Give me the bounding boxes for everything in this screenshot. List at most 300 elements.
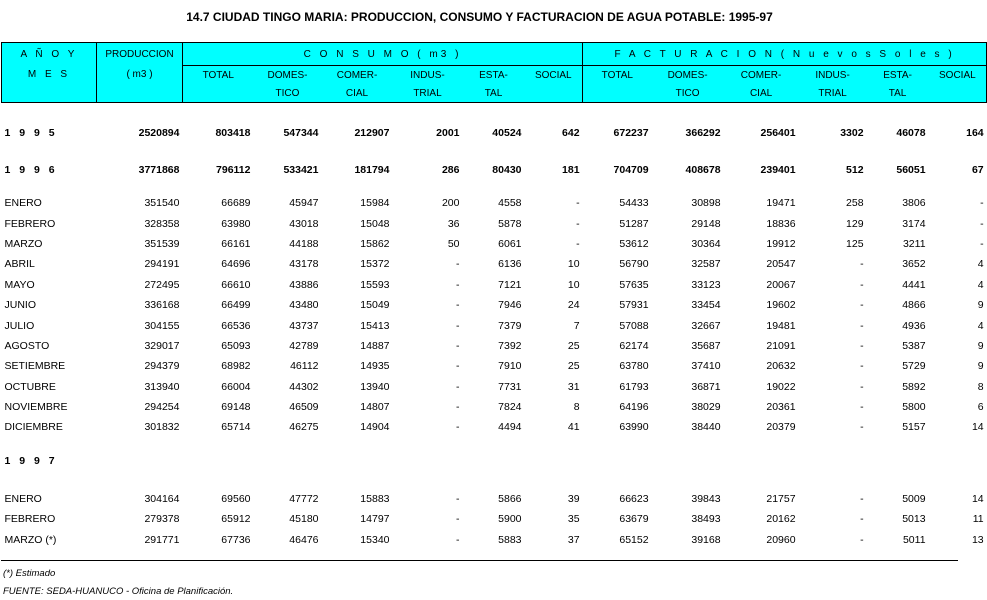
table-cell: 7946 xyxy=(498,299,522,312)
table-cell: - xyxy=(980,197,984,210)
table-cell: - xyxy=(456,513,460,526)
table-cell: 4 xyxy=(977,258,984,271)
header-facturacion: F A C T U R A C I O N ( N u e v o s S o l e s ) xyxy=(583,43,987,66)
table-cell: 25 xyxy=(567,339,580,352)
table-cell: 4441 xyxy=(902,278,926,291)
table-cell: 286 xyxy=(441,163,460,176)
table-cell: 4494 xyxy=(498,421,522,434)
table-cell: 294254 xyxy=(144,401,180,414)
table-cell: 47772 xyxy=(289,492,319,505)
table-cell: 15048 xyxy=(360,217,390,230)
table-cell: 19912 xyxy=(766,237,796,250)
table-cell: 38493 xyxy=(691,513,721,526)
table-cell: 129 xyxy=(846,217,864,230)
table-cell: 66499 xyxy=(221,299,251,312)
table-row xyxy=(2,377,987,397)
header-facturacion-col: TOTAL xyxy=(583,66,652,85)
table-cell: 15372 xyxy=(360,258,390,271)
table-cell: 14 xyxy=(971,492,984,505)
table-cell: 258 xyxy=(846,197,864,210)
row-label: 1 9 9 6 xyxy=(4,163,58,176)
header-facturacion-col: DOMES- xyxy=(652,66,724,85)
table-cell: 6 xyxy=(977,401,984,414)
table-cell: - xyxy=(860,533,864,546)
table-row xyxy=(2,417,987,437)
table-cell: 29148 xyxy=(691,217,721,230)
table-cell: 15049 xyxy=(360,299,390,312)
table-cell: 329017 xyxy=(144,339,180,352)
header-consumo-col: ESTA- xyxy=(463,66,525,85)
row-label: DICIEMBRE xyxy=(4,421,63,434)
table-cell: 125 xyxy=(846,237,864,250)
table-cell: 13 xyxy=(971,533,984,546)
table-cell: 20379 xyxy=(766,421,796,434)
header-consumo-col-line2 xyxy=(183,84,254,103)
table-cell: 18836 xyxy=(766,217,796,230)
table-cell: - xyxy=(860,492,864,505)
table-row xyxy=(2,193,987,213)
table-cell: 4 xyxy=(977,319,984,332)
table-cell: 351540 xyxy=(144,197,180,210)
table-cell: 5011 xyxy=(902,533,926,546)
table-cell: 14935 xyxy=(360,360,390,373)
table-cell: 57088 xyxy=(619,319,649,332)
table-cell: 6061 xyxy=(498,237,522,250)
table-cell: 35687 xyxy=(691,339,721,352)
year-total-row xyxy=(2,123,987,142)
table-cell: - xyxy=(456,339,460,352)
table-cell: - xyxy=(576,237,580,250)
row-label: FEBRERO xyxy=(4,217,56,230)
table-cell: 20067 xyxy=(766,278,796,291)
table-row xyxy=(2,356,987,376)
table-cell: - xyxy=(980,217,984,230)
header-facturacion-col-line2: TAL xyxy=(867,84,929,103)
table-cell: 200 xyxy=(441,197,460,210)
table-cell: 3211 xyxy=(902,237,926,250)
table-cell: - xyxy=(456,319,460,332)
table-cell: 42789 xyxy=(289,339,319,352)
table-cell: 46078 xyxy=(896,126,926,139)
table-cell: 30364 xyxy=(691,237,721,250)
table-cell: 294191 xyxy=(144,258,180,271)
table-cell: 64196 xyxy=(619,401,649,414)
table-cell: 15883 xyxy=(360,492,390,505)
table-cell: - xyxy=(860,258,864,271)
table-cell: 4 xyxy=(977,278,984,291)
spacer-row xyxy=(2,103,987,124)
table-cell: 24 xyxy=(567,299,580,312)
year-label-row xyxy=(2,452,987,471)
footnote-estimado: (*) Estimado xyxy=(3,568,56,579)
header-facturacion-col: SOCIAL xyxy=(929,66,987,85)
table-cell: 33454 xyxy=(691,299,721,312)
table-cell: 301832 xyxy=(144,421,180,434)
table-cell: 44188 xyxy=(289,237,319,250)
header-consumo-col-line2 xyxy=(525,84,583,103)
table-cell: 19022 xyxy=(766,380,796,393)
header-consumo-col-line2: TRIAL xyxy=(393,84,463,103)
table-cell: 3652 xyxy=(902,258,926,271)
table-cell: - xyxy=(860,360,864,373)
table-cell: 9 xyxy=(977,339,984,352)
table-row xyxy=(2,529,987,549)
table-cell: 5009 xyxy=(902,492,926,505)
header-consumo-col: DOMES- xyxy=(254,66,322,85)
table-cell: 10 xyxy=(567,278,580,291)
table-row xyxy=(2,315,987,335)
table-cell: 80430 xyxy=(492,163,522,176)
table-cell: 7 xyxy=(573,319,580,332)
header-consumo-col: INDUS- xyxy=(393,66,463,85)
table-cell: 15413 xyxy=(360,319,390,332)
table-cell: 11 xyxy=(972,513,984,526)
table-cell: 9 xyxy=(977,360,984,373)
table-cell: - xyxy=(860,319,864,332)
table-cell: 15593 xyxy=(360,278,390,291)
table-cell: 512 xyxy=(846,163,864,176)
table-cell: - xyxy=(860,513,864,526)
table-cell: 5729 xyxy=(902,360,926,373)
table-cell: 351539 xyxy=(144,237,180,250)
page-title: 14.7 CIUDAD TINGO MARIA: PRODUCCION, CONSUMO Y FACTURACION DE AGUA POTABLE: 1995-97 xyxy=(186,10,773,24)
header-produccion-unit: ( m3 ) xyxy=(97,66,183,85)
row-label: ABRIL xyxy=(4,258,35,271)
table-cell: 56051 xyxy=(896,163,926,176)
table-cell: 33123 xyxy=(691,278,721,291)
data-table xyxy=(1,42,987,550)
table-cell: 37 xyxy=(567,533,580,546)
table-cell: 14 xyxy=(971,421,984,434)
table-cell: 5900 xyxy=(498,513,522,526)
table-body xyxy=(2,103,987,550)
header-produccion: PRODUCCION xyxy=(97,43,183,66)
table-cell: 5866 xyxy=(498,492,522,505)
table-cell: 336168 xyxy=(144,299,180,312)
footnote-fuente: FUENTE: SEDA-HUANUCO - Oficina de Planificación. xyxy=(3,586,234,597)
header-facturacion-col: COMER- xyxy=(724,66,799,85)
table-cell: 7392 xyxy=(498,339,522,352)
table-cell: 4936 xyxy=(902,319,926,332)
table-cell: 67736 xyxy=(221,533,251,546)
table-cell: 5013 xyxy=(902,513,926,526)
table-cell: 46275 xyxy=(289,421,319,434)
table-cell: - xyxy=(456,401,460,414)
table-cell: 46476 xyxy=(289,533,319,546)
table-cell: 14887 xyxy=(360,339,390,352)
table-cell: 181794 xyxy=(354,163,390,176)
table-cell: 7379 xyxy=(498,319,522,332)
table-cell: 40524 xyxy=(492,126,522,139)
table-cell: 35 xyxy=(567,513,580,526)
table-cell: 66610 xyxy=(221,278,251,291)
table-cell: 5157 xyxy=(902,421,926,434)
table-cell: 8 xyxy=(573,401,580,414)
table-cell: 7121 xyxy=(498,278,522,291)
table-cell: 63990 xyxy=(619,421,649,434)
table-cell: 53612 xyxy=(619,237,649,250)
row-label: MAYO xyxy=(4,278,35,291)
table-cell: 45947 xyxy=(289,197,319,210)
table-cell: 20162 xyxy=(766,513,796,526)
table-cell: 62174 xyxy=(619,339,649,352)
table-cell: 313940 xyxy=(144,380,180,393)
table-cell: - xyxy=(576,217,580,230)
table-cell: 366292 xyxy=(685,126,721,139)
table-cell: 704709 xyxy=(613,163,649,176)
footer-divider xyxy=(1,560,958,561)
table-cell: 69560 xyxy=(221,492,251,505)
table-cell: 239401 xyxy=(760,163,796,176)
header-facturacion-col-line2: TICO xyxy=(652,84,724,103)
row-label: JUNIO xyxy=(4,299,36,312)
row-label: ENERO xyxy=(4,492,42,505)
table-cell: 279378 xyxy=(144,513,180,526)
table-cell: 15862 xyxy=(360,237,390,250)
table-cell: 408678 xyxy=(685,163,721,176)
header-consumo-col: SOCIAL xyxy=(525,66,583,85)
row-label: FEBRERO xyxy=(4,513,56,526)
header-consumo-col-line2: CIAL xyxy=(322,84,393,103)
table-cell: 10 xyxy=(567,258,580,271)
table-cell: 36 xyxy=(447,217,460,230)
table-cell: 38440 xyxy=(691,421,721,434)
table-cell: 51287 xyxy=(619,217,649,230)
table-cell: 56790 xyxy=(619,258,649,271)
header-anio: A Ñ O Y xyxy=(2,43,97,66)
table-cell: - xyxy=(456,258,460,271)
table-cell: 304164 xyxy=(144,492,180,505)
table-cell: 796112 xyxy=(216,163,251,176)
header-consumo-col: TOTAL xyxy=(183,66,254,85)
spacer-row xyxy=(2,142,987,160)
header-mes: M E S xyxy=(2,66,97,85)
table-cell: 7824 xyxy=(498,401,522,414)
row-label: AGOSTO xyxy=(4,339,50,352)
table-cell: - xyxy=(860,380,864,393)
table-cell: 30898 xyxy=(691,197,721,210)
table-cell: 44302 xyxy=(289,380,319,393)
table-cell: 65912 xyxy=(221,513,251,526)
table-cell: 66689 xyxy=(221,197,251,210)
table-cell: 38029 xyxy=(691,401,721,414)
table-cell: 25 xyxy=(567,360,580,373)
table-cell: 7910 xyxy=(498,360,522,373)
table-cell: 642 xyxy=(562,126,580,139)
table-row xyxy=(2,234,987,254)
table-cell: 67 xyxy=(971,163,984,176)
table-cell: 15984 xyxy=(360,197,390,210)
table-cell: - xyxy=(860,299,864,312)
table-cell: 64696 xyxy=(221,258,251,271)
table-cell: 181 xyxy=(562,163,580,176)
table-cell: 66004 xyxy=(221,380,251,393)
table-cell: 2001 xyxy=(436,126,460,139)
table-cell: 304155 xyxy=(144,319,180,332)
table-cell: 36871 xyxy=(691,380,721,393)
table-cell: 9 xyxy=(977,299,984,312)
table-cell: 54433 xyxy=(619,197,649,210)
table-cell: 45180 xyxy=(289,513,319,526)
table-cell: 39 xyxy=(567,492,580,505)
table-cell: 20632 xyxy=(766,360,796,373)
table-cell: 672237 xyxy=(613,126,649,139)
row-label: OCTUBRE xyxy=(4,380,56,393)
table-cell: - xyxy=(576,197,580,210)
table-cell: 32587 xyxy=(691,258,721,271)
table-cell: 37410 xyxy=(691,360,721,373)
table-cell: 7731 xyxy=(498,380,522,393)
table-row xyxy=(2,489,987,509)
table-cell: 41 xyxy=(567,421,580,434)
table-cell: 3302 xyxy=(840,126,864,139)
table-cell: 13940 xyxy=(360,380,390,393)
table-row xyxy=(2,213,987,233)
table-cell: 20547 xyxy=(766,258,796,271)
table-cell: 50 xyxy=(447,237,460,250)
table-cell: 21757 xyxy=(766,492,796,505)
year-total-row xyxy=(2,160,987,179)
table-cell: 46509 xyxy=(289,401,319,414)
header-consumo-col-line2: TICO xyxy=(254,84,322,103)
table-cell: 65714 xyxy=(221,421,251,434)
table-cell: 39168 xyxy=(691,533,721,546)
table-cell: 3771868 xyxy=(138,163,180,176)
table-cell: 5892 xyxy=(902,380,926,393)
table-cell: 8 xyxy=(977,380,984,393)
table-cell: 3806 xyxy=(902,197,926,210)
table-cell: - xyxy=(860,278,864,291)
header-facturacion-col: ESTA- xyxy=(867,66,929,85)
spacer-row xyxy=(2,438,987,452)
table-cell: 63980 xyxy=(221,217,251,230)
table-cell: - xyxy=(456,421,460,434)
table-cell: 328358 xyxy=(144,217,180,230)
table-cell: 65093 xyxy=(221,339,251,352)
table-cell: - xyxy=(456,492,460,505)
table-cell: 69148 xyxy=(221,401,251,414)
header-consumo-col: COMER- xyxy=(322,66,393,85)
header-produccion-blank xyxy=(97,84,183,103)
row-label: MARZO (*) xyxy=(4,533,57,546)
table-cell: 46112 xyxy=(290,360,319,373)
table-cell: 212907 xyxy=(354,126,390,139)
table-cell: 5878 xyxy=(498,217,522,230)
table-cell: 164 xyxy=(966,126,984,139)
header-facturacion-col-line2 xyxy=(929,84,987,103)
row-label: MARZO xyxy=(4,237,43,250)
table-cell: 66536 xyxy=(221,319,251,332)
table-row xyxy=(2,336,987,356)
header-anio-blank xyxy=(2,84,97,103)
row-label: 1 9 9 5 xyxy=(4,126,58,139)
table-cell: 19481 xyxy=(766,319,796,332)
table-cell: 5883 xyxy=(498,533,522,546)
header-facturacion-col-line2: CIAL xyxy=(724,84,799,103)
table-cell: 19602 xyxy=(766,299,796,312)
table-row xyxy=(2,275,987,295)
header-facturacion-col: INDUS- xyxy=(799,66,867,85)
table-cell: 294379 xyxy=(144,360,180,373)
table-cell: 63679 xyxy=(619,513,649,526)
header-consumo: C O N S U M O ( m3 ) xyxy=(183,43,583,66)
row-label: ENERO xyxy=(4,197,42,210)
spacer-row xyxy=(2,471,987,489)
table-cell: - xyxy=(456,278,460,291)
table-cell: 43178 xyxy=(289,258,319,271)
table-cell: 57931 xyxy=(619,299,649,312)
table-cell: - xyxy=(980,237,984,250)
table-cell: 65152 xyxy=(619,533,649,546)
spacer-row xyxy=(2,179,987,193)
header-facturacion-col-line2: TRIAL xyxy=(799,84,867,103)
table-cell: 20960 xyxy=(766,533,796,546)
table-cell: - xyxy=(456,360,460,373)
table-cell: 14807 xyxy=(360,401,390,414)
row-label: JULIO xyxy=(4,319,35,332)
table-row xyxy=(2,295,987,315)
row-label: NOVIEMBRE xyxy=(4,401,68,414)
table-row xyxy=(2,397,987,417)
table-cell: - xyxy=(456,299,460,312)
table-cell: 19471 xyxy=(766,197,796,210)
table-cell: 2520894 xyxy=(138,126,180,139)
table-cell: 803418 xyxy=(215,126,251,139)
table-cell: 20361 xyxy=(766,401,796,414)
table-cell: - xyxy=(456,533,460,546)
table-cell: - xyxy=(456,380,460,393)
header-consumo-col-line2: TAL xyxy=(463,84,525,103)
table-cell: 21091 xyxy=(766,339,796,352)
table-cell: 6136 xyxy=(498,258,522,271)
table-cell: 5800 xyxy=(902,401,926,414)
table-cell: 39843 xyxy=(691,492,721,505)
table-cell: 14904 xyxy=(360,421,390,434)
table-cell: 547344 xyxy=(283,126,319,139)
table-cell: 3174 xyxy=(902,217,926,230)
table-cell: 32667 xyxy=(691,319,721,332)
table-cell: 57635 xyxy=(619,278,649,291)
table-cell: 4558 xyxy=(498,197,522,210)
header-facturacion-col-line2 xyxy=(583,84,652,103)
row-label: SETIEMBRE xyxy=(4,360,66,373)
table-cell: 5387 xyxy=(902,339,926,352)
table-cell: 66161 xyxy=(221,237,251,250)
table-cell: 43737 xyxy=(289,319,319,332)
table-cell: 15340 xyxy=(360,533,390,546)
table-cell: 533421 xyxy=(283,163,319,176)
table-cell: 68982 xyxy=(221,360,251,373)
table-cell: 43018 xyxy=(289,217,319,230)
table-cell: 63780 xyxy=(619,360,649,373)
table-row xyxy=(2,254,987,274)
table-header xyxy=(2,43,987,103)
table-cell: 291771 xyxy=(144,533,180,546)
table-cell: 43480 xyxy=(289,299,319,312)
table-cell: 256401 xyxy=(760,126,796,139)
table-cell: 4866 xyxy=(902,299,926,312)
table-row xyxy=(2,509,987,529)
table-cell: - xyxy=(860,339,864,352)
table-cell: 43886 xyxy=(289,278,319,291)
table-cell: 31 xyxy=(567,380,580,393)
table-cell: 66623 xyxy=(619,492,649,505)
table-cell: 14797 xyxy=(360,513,390,526)
table-cell: 272495 xyxy=(144,278,180,291)
table-cell: 61793 xyxy=(619,380,649,393)
row-label: 1 9 9 7 xyxy=(4,455,58,468)
table-cell: - xyxy=(860,421,864,434)
